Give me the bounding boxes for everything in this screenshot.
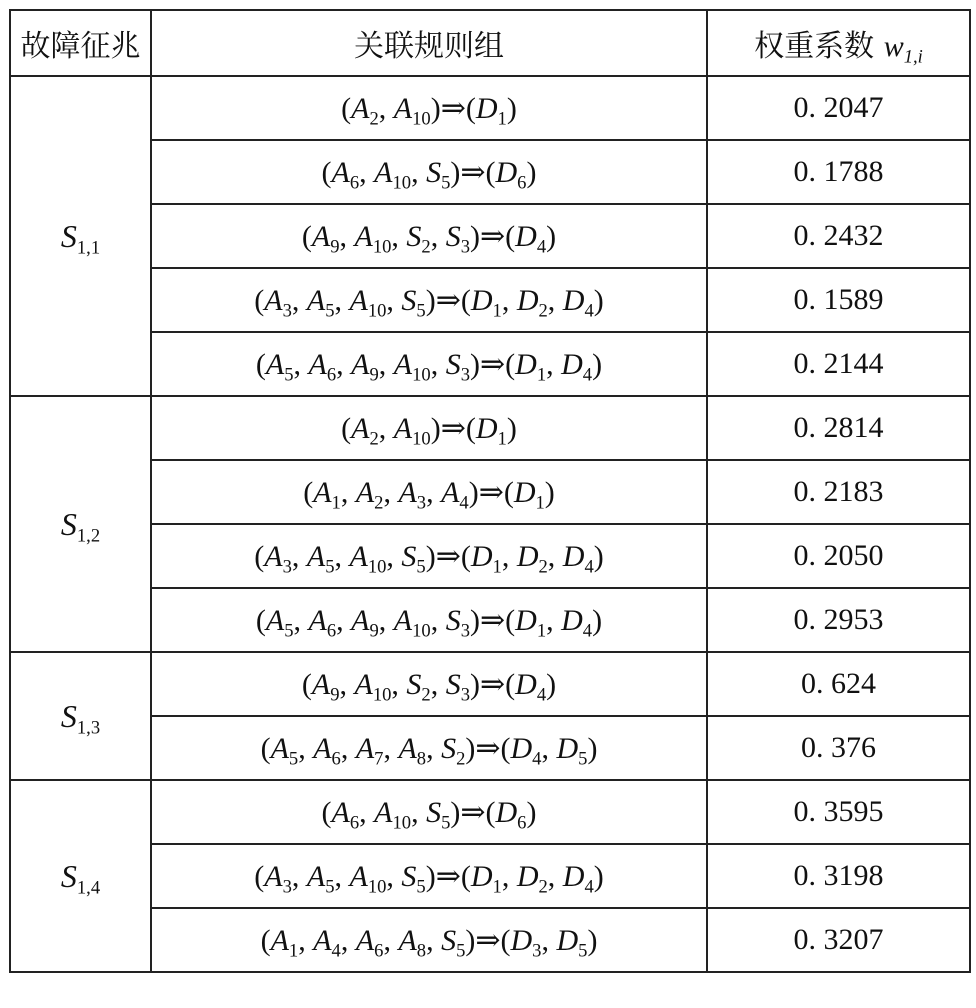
table-body <box>10 76 970 972</box>
weight-cell: 0. 2144 <box>707 332 970 396</box>
rule-cell: ($A_3$, $A_5$, $A_{10}$, $S_5)\Rightarrow(D_1$, $D_2$, $D_4$) <box>151 268 707 332</box>
symptom-letter: S <box>60 697 77 734</box>
table-row <box>10 780 970 844</box>
weight-cell: 0. 3595 <box>707 780 970 844</box>
weight-cell: 0. 1589 <box>707 268 970 332</box>
table-row <box>10 268 970 332</box>
header-weight-label: 权重系数 <box>754 29 875 64</box>
table-row <box>10 844 970 908</box>
rule-cell: ($A_2$, $A_{10})\Rightarrow(D_1)$ <box>151 76 707 140</box>
symptom-subscript: 1,4 <box>76 877 101 898</box>
table-row <box>10 460 970 524</box>
rule-cell: ($A_6$, $A_{10}$, $S_5)\Rightarrow(D_6)$ <box>151 140 707 204</box>
rule-cell: ($A_1$, $A_2$, $A_3$, $A_4)\Rightarrow(D_1)$ <box>151 460 707 524</box>
header-weight-subscript: 1,i <box>903 46 923 68</box>
symptom-cell <box>10 76 151 396</box>
association-rules-table <box>9 9 971 973</box>
table-row <box>10 908 970 972</box>
symptom-cell <box>10 396 151 652</box>
rule-cell: ($A_6$, $A_{10}$, $S_5)\Rightarrow(D_6)$ <box>151 780 707 844</box>
symptom-subscript: 1,2 <box>76 525 101 546</box>
table-container <box>9 9 971 973</box>
weight-cell: 0. 1788 <box>707 140 970 204</box>
weight-cell: 0. 2050 <box>707 524 970 588</box>
table-row <box>10 332 970 396</box>
table-row <box>10 396 970 460</box>
table-row <box>10 716 970 780</box>
header-rule-group: 关联规则组 <box>151 10 707 76</box>
rule-cell: ($A_1$, $A_4$, $A_6$, $A_8$, $S_5)\Rightarrow(D_3$, $D_5$) <box>151 908 707 972</box>
header-weight-symbol: w <box>883 30 904 63</box>
table-row <box>10 524 970 588</box>
rule-cell: ($A_3$, $A_5$, $A_{10}$, $S_5)\Rightarrow(D_1$, $D_2$, $D_4$) <box>151 844 707 908</box>
rule-cell: ($A_2$, $A_{10})\Rightarrow(D_1)$ <box>151 396 707 460</box>
weight-cell: 0. 376 <box>707 716 970 780</box>
header-row <box>10 10 970 76</box>
symptom-subscript: 1,1 <box>76 237 101 258</box>
weight-cell: 0. 2047 <box>707 76 970 140</box>
weight-cell: 0. 2953 <box>707 588 970 652</box>
weight-cell: 0. 3198 <box>707 844 970 908</box>
symptom-letter: S <box>60 857 77 894</box>
rule-cell: ($A_9$, $A_{10}$, $S_2$, $S_3)\Rightarrow(D_4)$ <box>151 204 707 268</box>
weight-cell: 0. 3207 <box>707 908 970 972</box>
weight-cell: 0. 2814 <box>707 396 970 460</box>
table-row <box>10 652 970 716</box>
table-row <box>10 204 970 268</box>
weight-cell: 0. 624 <box>707 652 970 716</box>
table-row <box>10 140 970 204</box>
rule-cell: ($A_5$, $A_6$, $A_9$, $A_{10}$, $S_3)\Rightarrow(D_1$, $D_4$) <box>151 588 707 652</box>
symptom-letter: S <box>60 505 77 542</box>
weight-cell: 0. 2432 <box>707 204 970 268</box>
rule-cell: ($A_5$, $A_6$, $A_9$, $A_{10}$, $S_3)\Rightarrow(D_1$, $D_4$) <box>151 332 707 396</box>
rule-cell: ($A_3$, $A_5$, $A_{10}$, $S_5)\Rightarrow(D_1$, $D_2$, $D_4$) <box>151 524 707 588</box>
weight-cell: 0. 2183 <box>707 460 970 524</box>
symptom-cell <box>10 652 151 780</box>
symptom-cell <box>10 780 151 972</box>
symptom-letter: S <box>60 217 77 254</box>
header-weight <box>707 10 970 76</box>
header-symptom: 故障征兆 <box>10 10 151 76</box>
rule-cell: ($A_5$, $A_6$, $A_7$, $A_8$, $S_2)\Rightarrow(D_4$, $D_5$) <box>151 716 707 780</box>
rule-cell: ($A_9$, $A_{10}$, $S_2$, $S_3)\Rightarrow(D_4)$ <box>151 652 707 716</box>
table-row <box>10 588 970 652</box>
symptom-subscript: 1,3 <box>76 717 101 738</box>
table-row <box>10 76 970 140</box>
